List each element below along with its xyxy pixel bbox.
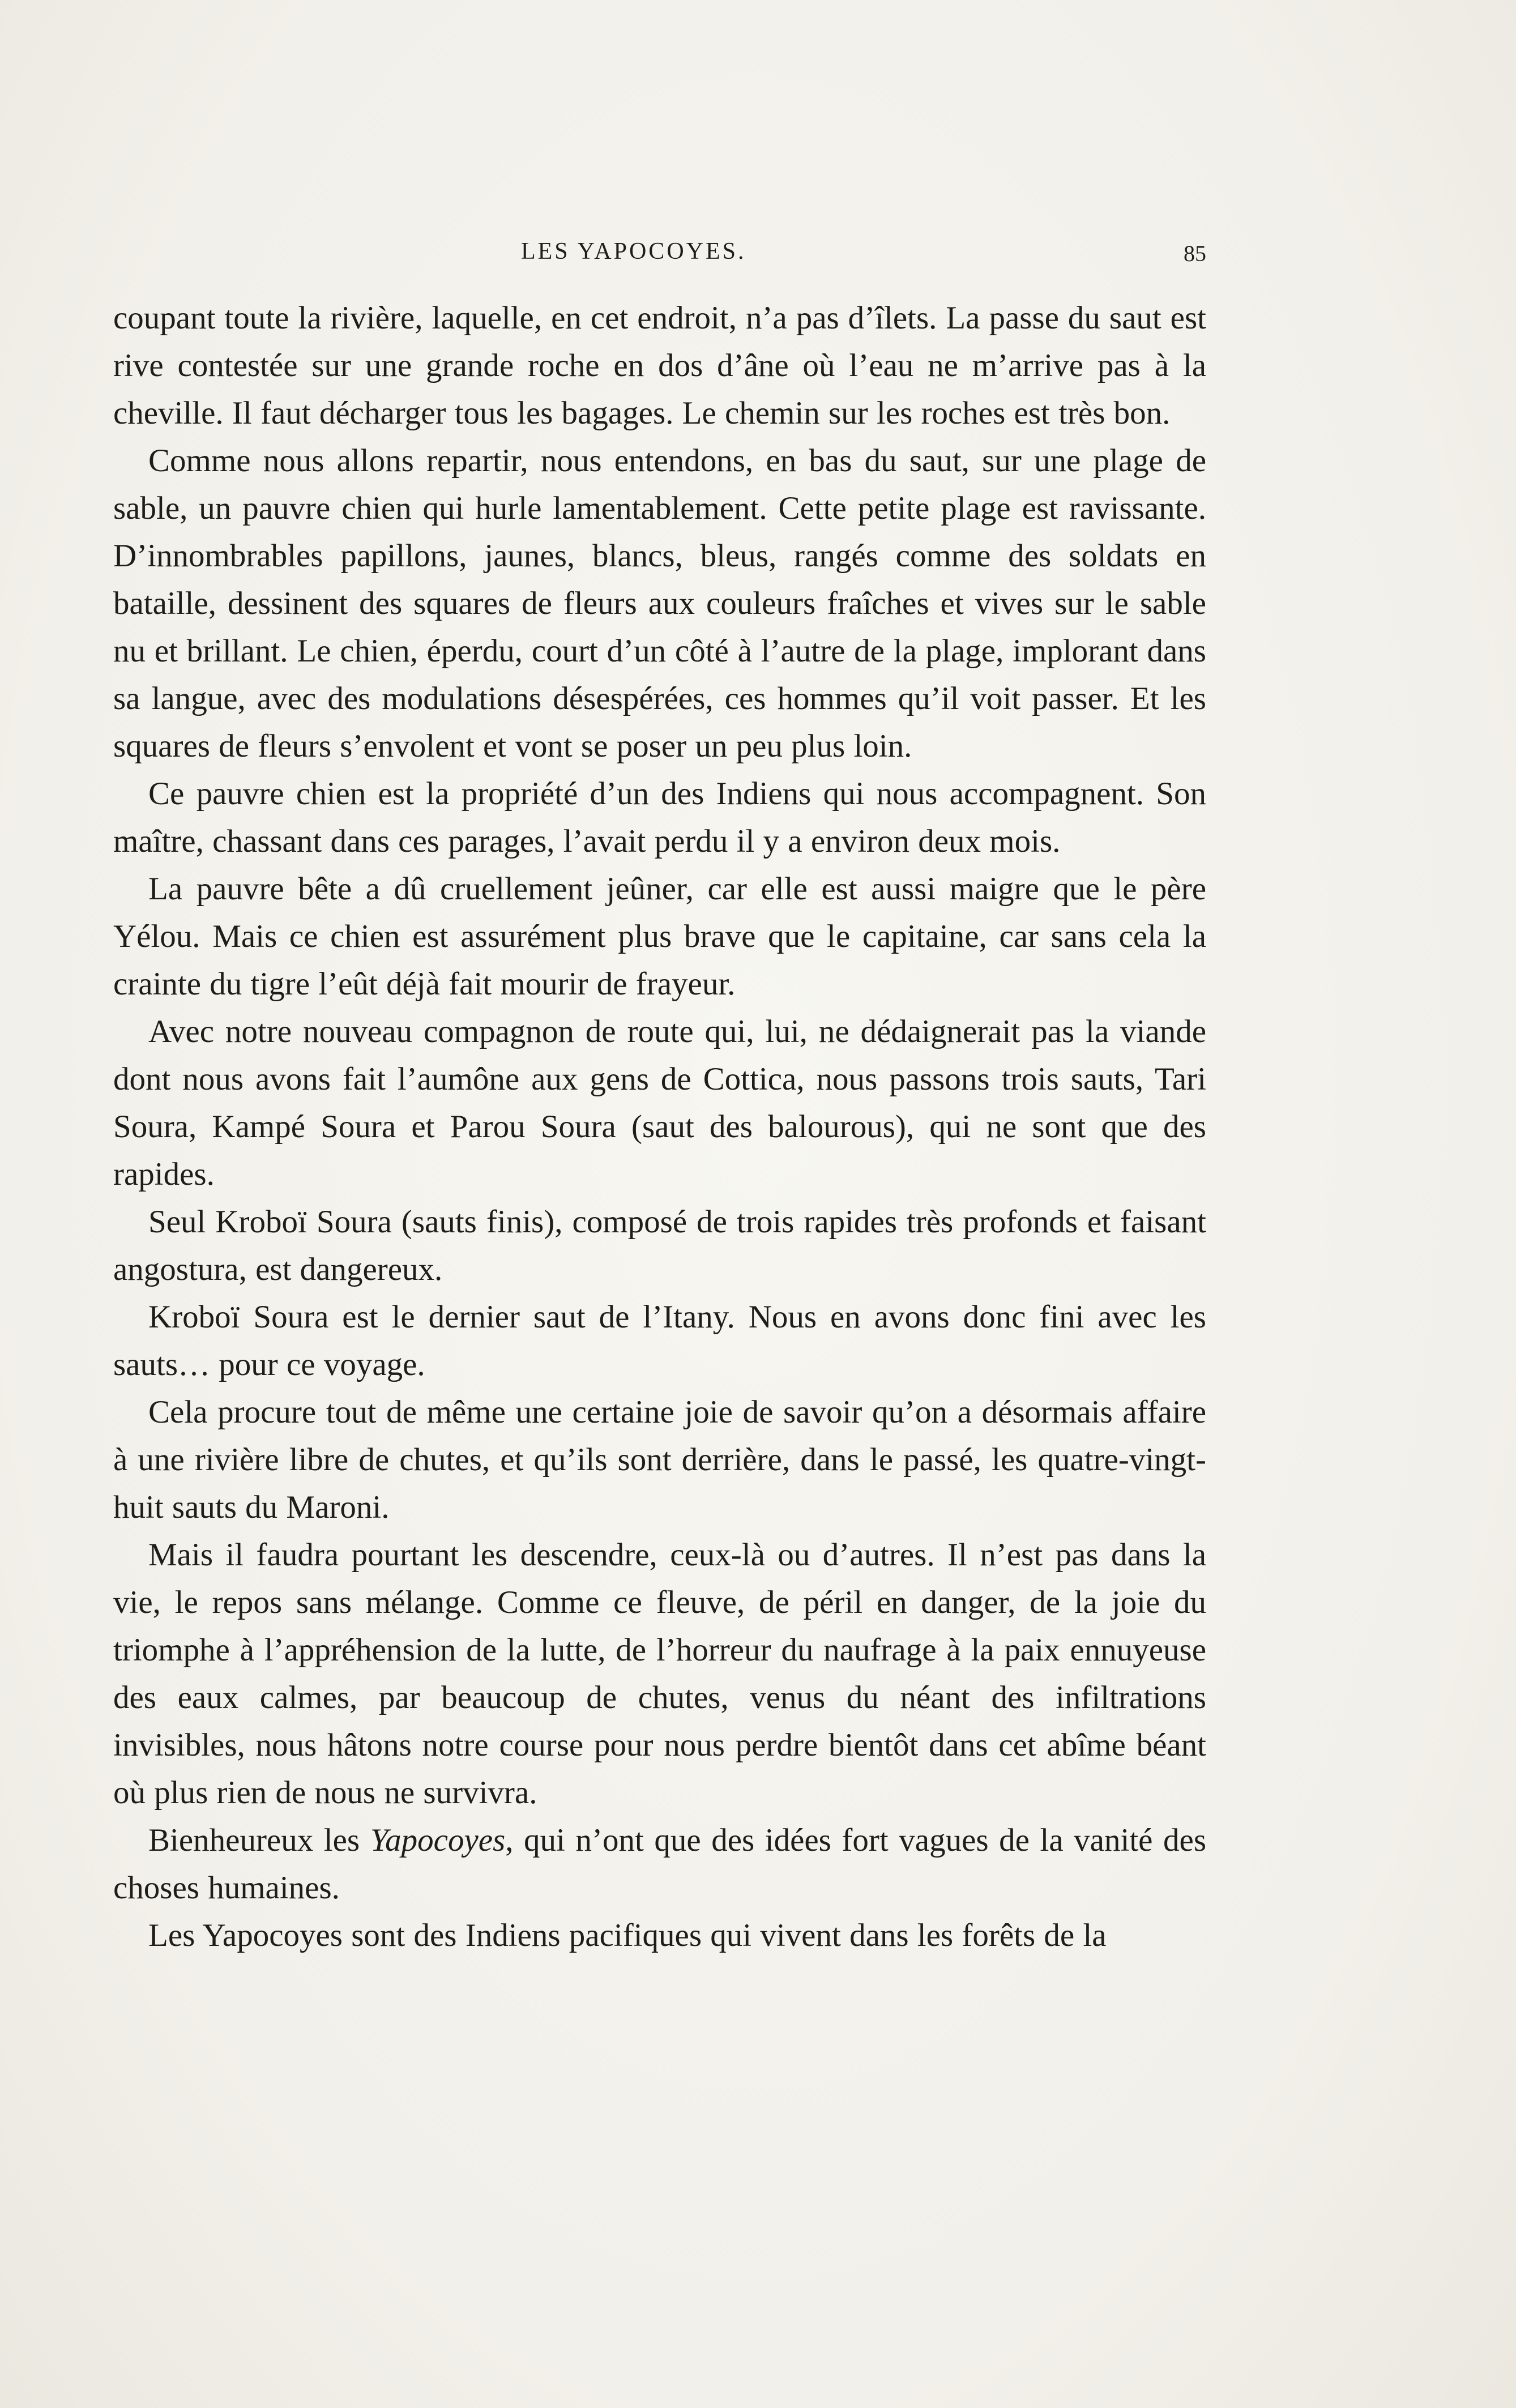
paragraph-dog-on-beach: Comme nous allons repartir, nous entendons, en bas du saut, sur une plage de sable, un pauvre chien qui hurle lamentablement. Cette petite plage est ravissante. D’innombrables papillons, jaunes, blancs, bleus, rangés comme des soldats en bataille, dessinent des squares de fleurs aux couleurs fraîches et vives sur le sable nu et brillant. Le chien, éperdu, court d’un côté à l’autre de la plage, implorant dans sa langue, avec des modulations désespérées, ces hommes qu’il voit passer. Et les squares de fleurs s’envolent et vont se poser un peu plus loin. <box>113 443 1206 764</box>
page-number: 85 <box>1184 241 1206 266</box>
paragraph-last-saut: Kroboï Soura est le dernier saut de l’Itany. Nous en avons donc fini avec les sauts… pour ce voyage. <box>113 1299 1206 1382</box>
paragraph-bienheureux <box>113 1817 1206 1912</box>
running-header <box>113 238 1206 272</box>
paragraph-yapocoyes: Les Yapocoyes sont des Indiens pacifiques qui vivent dans les forêts de la <box>148 1918 1107 1953</box>
paragraph-bienheureux-before: Bienheureux les <box>148 1822 370 1858</box>
body-text <box>113 294 1206 1959</box>
paragraph-reflection: Mais il faudra pourtant les descendre, ceux-là ou d’autres. Il n’est pas dans la vie, le repos sans mélange. Comme ce fleuve, de péril en danger, de la joie du triomphe à l’appréhension de la lutte, de l’horreur du naufrage à la paix ennuyeuse des eaux calmes, par beaucoup de chutes, venus du néant des infiltrations invisibles, nous hâtons notre course pour nous perdre bientôt dans cet abîme béant où plus rien de nous ne survivra. <box>113 1537 1206 1811</box>
paragraph-three-rapids: Avec notre nouveau compagnon de route qui, lui, ne dédaignerait pas la viande dont nous avons fait l’aumône aux gens de Cottica, nous passons trois sauts, Tari Soura, Kampé Soura et Parou Soura (saut des balourous), qui ne sont que des rapides. <box>113 1014 1206 1192</box>
paragraph-dog-hunger: La pauvre bête a dû cruellement jeûner, car elle est aussi maigre que le père Yélou. Mais ce chien est assurément plus brave que le capitaine, car sans cela la crainte du tigre l’eût déjà fait mourir de frayeur. <box>113 871 1206 1002</box>
paragraph-kroboi-soura: Seul Kroboï Soura (sauts finis), composé de trois rapides très profonds et faisant angostura, est dangereux. <box>113 1204 1206 1287</box>
yapocoyes-italic: Yapocoyes <box>370 1822 506 1858</box>
paragraph-dog-owner: Ce pauvre chien est la propriété d’un des Indiens qui nous accompagnent. Son maître, chassant dans ces parages, l’avait perdu il y a environ deux mois. <box>113 776 1206 859</box>
paragraph-continuation: coupant toute la rivière, laquelle, en cet endroit, n’a pas d’îlets. La passe du saut est rive contestée sur une grande roche en dos d’âne où l’eau ne m’arrive pas à la cheville. Il faut décharger tous les bagages. Le chemin sur les roches est très bon. <box>113 300 1206 431</box>
running-title: LES YAPOCOYES. <box>521 238 746 264</box>
paragraph-joy: Cela procure tout de même une certaine joie de savoir qu’on a désormais affaire à une rivière libre de chutes, et qu’ils sont derrière, dans le passé, les quatre-vingt-huit sauts du Maroni. <box>113 1394 1206 1525</box>
paragraph-bienheureux-after: , qui n’ont que des idées fort vagues de la vanité des choses humaines. <box>113 1822 1206 1906</box>
